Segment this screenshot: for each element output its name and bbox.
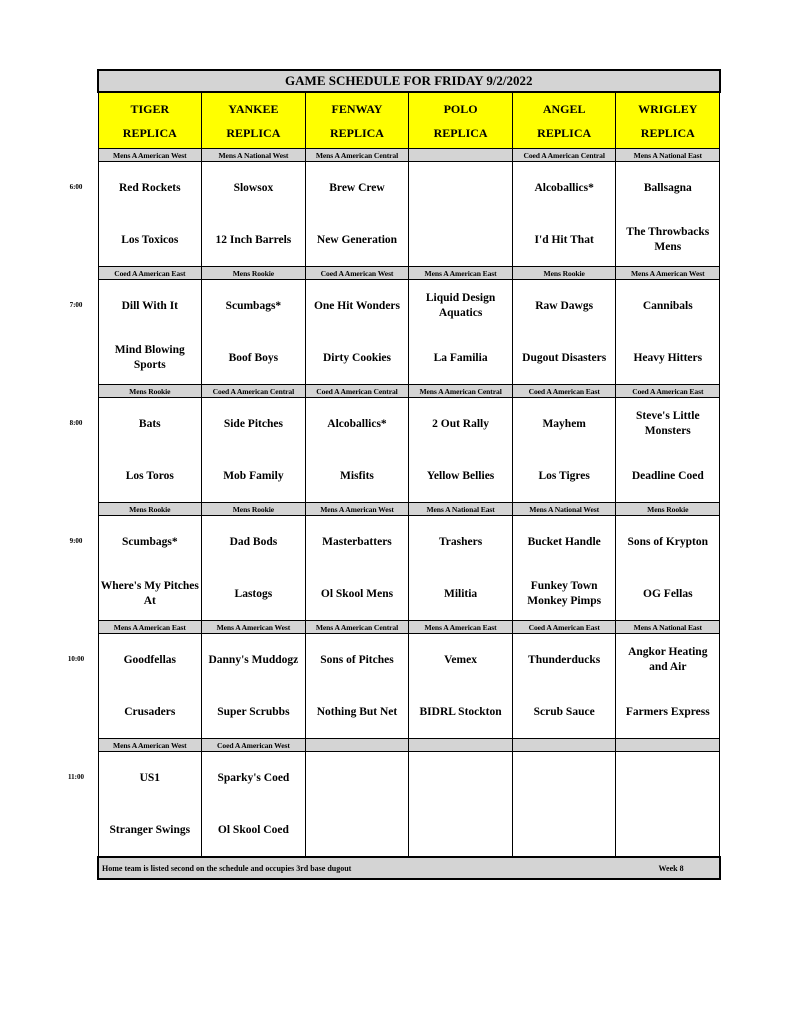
home-team: New Generation bbox=[305, 214, 409, 267]
division-label: Mens A American East bbox=[409, 267, 513, 280]
division-label: Coed A American Central bbox=[512, 149, 616, 162]
division-label: Coed A American East bbox=[512, 385, 616, 398]
division-label bbox=[409, 739, 513, 752]
home-team: Where's My Pitches At bbox=[98, 568, 202, 621]
away-team: Raw Dawgs bbox=[512, 280, 616, 333]
field-header-fenway bbox=[305, 92, 409, 149]
division-label: Coed A American West bbox=[305, 267, 409, 280]
home-team: Los Toros bbox=[98, 450, 202, 503]
division-label: Mens Rookie bbox=[202, 503, 306, 516]
division-label: Coed A American East bbox=[512, 621, 616, 634]
away-team: Steve's Little Monsters bbox=[616, 398, 720, 451]
away-team: Scumbags* bbox=[202, 280, 306, 333]
field-name: YANKEE bbox=[228, 101, 279, 116]
field-sub: REPLICA bbox=[329, 125, 384, 140]
away-team: Bats bbox=[98, 398, 202, 451]
division-label: Mens A American Central bbox=[305, 621, 409, 634]
footer-cell bbox=[98, 857, 720, 879]
division-label bbox=[305, 739, 409, 752]
division-label: Mens Rookie bbox=[616, 503, 720, 516]
home-team: Crusaders bbox=[98, 686, 202, 739]
home-team: Heavy Hitters bbox=[616, 332, 720, 385]
field-sub: REPLICA bbox=[537, 125, 592, 140]
game-row-home bbox=[98, 686, 720, 739]
division-label: Mens A American West bbox=[305, 503, 409, 516]
home-team bbox=[512, 804, 616, 857]
division-label: Mens Rookie bbox=[512, 267, 616, 280]
division-label: Mens Rookie bbox=[98, 503, 202, 516]
home-team bbox=[616, 804, 720, 857]
division-label: Mens A American East bbox=[409, 621, 513, 634]
home-team: Yellow Bellies bbox=[409, 450, 513, 503]
division-label: Mens A National West bbox=[202, 149, 306, 162]
field-name: POLO bbox=[443, 101, 478, 116]
game-row-away bbox=[98, 516, 720, 569]
away-team: Alcoballics* bbox=[512, 162, 616, 215]
time-label: 7:00 bbox=[69, 300, 83, 309]
away-team: Angkor Heating and Air bbox=[616, 634, 720, 687]
home-team: Militia bbox=[409, 568, 513, 621]
away-team bbox=[305, 752, 409, 805]
game-row-away bbox=[98, 162, 720, 215]
away-team bbox=[512, 752, 616, 805]
field-name: TIGER bbox=[130, 101, 170, 116]
division-label bbox=[512, 739, 616, 752]
away-team: Sparky's Coed bbox=[202, 752, 306, 805]
home-team: BIDRL Stockton bbox=[409, 686, 513, 739]
away-team: Brew Crew bbox=[305, 162, 409, 215]
division-label: Coed A American East bbox=[98, 267, 202, 280]
field-sub: REPLICA bbox=[640, 125, 695, 140]
home-team: Super Scrubbs bbox=[202, 686, 306, 739]
home-team: Dirty Cookies bbox=[305, 332, 409, 385]
division-label: Mens Rookie bbox=[202, 267, 306, 280]
away-team: 2 Out Rally bbox=[409, 398, 513, 451]
game-row-home bbox=[98, 214, 720, 267]
division-label: Mens A American West bbox=[98, 739, 202, 752]
division-label: Coed A American West bbox=[202, 739, 306, 752]
field-header-angel bbox=[512, 92, 616, 149]
home-team: OG Fellas bbox=[616, 568, 720, 621]
game-row-home bbox=[98, 804, 720, 857]
division-row bbox=[98, 385, 720, 398]
home-team: Los Toxicos bbox=[98, 214, 202, 267]
division-row bbox=[98, 739, 720, 752]
home-team bbox=[409, 214, 513, 267]
time-label: 8:00 bbox=[69, 418, 83, 427]
away-team: Goodfellas bbox=[98, 634, 202, 687]
game-row-away bbox=[98, 398, 720, 451]
game-row-home bbox=[98, 568, 720, 621]
away-team: Sons of Pitches bbox=[305, 634, 409, 687]
field-header-tiger bbox=[98, 92, 202, 149]
home-team: Los Tigres bbox=[512, 450, 616, 503]
division-row bbox=[98, 149, 720, 162]
away-team bbox=[616, 752, 720, 805]
home-team: I'd Hit That bbox=[512, 214, 616, 267]
division-label: Mens A National East bbox=[409, 503, 513, 516]
division-label: Mens A American East bbox=[98, 621, 202, 634]
away-team: US1 bbox=[98, 752, 202, 805]
division-row bbox=[98, 621, 720, 634]
home-team: The Throwbacks Mens bbox=[616, 214, 720, 267]
field-sub: REPLICA bbox=[226, 125, 281, 140]
away-team: Liquid Design Aquatics bbox=[409, 280, 513, 333]
field-header-polo bbox=[409, 92, 513, 149]
title-row bbox=[98, 70, 720, 92]
division-row bbox=[98, 503, 720, 516]
away-team: Side Pitches bbox=[202, 398, 306, 451]
division-label: Mens A American Central bbox=[305, 149, 409, 162]
away-team: Bucket Handle bbox=[512, 516, 616, 569]
away-team: Sons of Krypton bbox=[616, 516, 720, 569]
field-name: FENWAY bbox=[331, 101, 383, 116]
division-label: Mens A National East bbox=[616, 621, 720, 634]
field-sub: REPLICA bbox=[433, 125, 488, 140]
field-header-yankee bbox=[202, 92, 306, 149]
time-label: 6:00 bbox=[69, 182, 83, 191]
away-team: Scumbags* bbox=[98, 516, 202, 569]
home-team: La Familia bbox=[409, 332, 513, 385]
division-label: Coed A American Central bbox=[202, 385, 306, 398]
division-label: Mens A National East bbox=[616, 149, 720, 162]
field-header-wrigley bbox=[616, 92, 720, 149]
home-team bbox=[409, 804, 513, 857]
time-label: 10:00 bbox=[67, 654, 85, 663]
away-team: Vemex bbox=[409, 634, 513, 687]
schedule-title: GAME SCHEDULE FOR FRIDAY 9/2/2022 bbox=[98, 70, 720, 92]
home-team: Mind Blowing Sports bbox=[98, 332, 202, 385]
away-team: Danny's Muddogz bbox=[202, 634, 306, 687]
away-team: Dill With It bbox=[98, 280, 202, 333]
home-team bbox=[305, 804, 409, 857]
away-team: Masterbatters bbox=[305, 516, 409, 569]
away-team: Red Rockets bbox=[98, 162, 202, 215]
field-sub: REPLICA bbox=[122, 125, 177, 140]
footer-row bbox=[98, 857, 720, 879]
week-label: Week 8 bbox=[658, 863, 684, 873]
field-name: ANGEL bbox=[542, 101, 586, 116]
division-label: Mens A National West bbox=[512, 503, 616, 516]
home-team: Boof Boys bbox=[202, 332, 306, 385]
home-team: Ol Skool Mens bbox=[305, 568, 409, 621]
field-header-row bbox=[98, 92, 720, 149]
home-team: Mob Family bbox=[202, 450, 306, 503]
home-team: Dugout Disasters bbox=[512, 332, 616, 385]
away-team: Mayhem bbox=[512, 398, 616, 451]
division-label bbox=[616, 739, 720, 752]
home-team: Ol Skool Coed bbox=[202, 804, 306, 857]
field-name: WRIGLEY bbox=[638, 101, 698, 116]
home-team: Farmers Express bbox=[616, 686, 720, 739]
division-label: Mens A American West bbox=[98, 149, 202, 162]
home-team: Deadline Coed bbox=[616, 450, 720, 503]
home-team: Funkey Town Monkey Pimps bbox=[512, 568, 616, 621]
schedule-table bbox=[97, 69, 721, 880]
division-label bbox=[409, 149, 513, 162]
time-label: 9:00 bbox=[69, 536, 83, 545]
away-team: Cannibals bbox=[616, 280, 720, 333]
home-team: Nothing But Net bbox=[305, 686, 409, 739]
division-row bbox=[98, 267, 720, 280]
footer-note: Home team is listed second on the schedule and occupies 3rd base dugout bbox=[102, 863, 352, 873]
away-team: Trashers bbox=[409, 516, 513, 569]
division-label: Coed A American East bbox=[616, 385, 720, 398]
division-label: Mens A American West bbox=[616, 267, 720, 280]
home-team: Scrub Sauce bbox=[512, 686, 616, 739]
away-team: Ballsagna bbox=[616, 162, 720, 215]
division-label: Mens Rookie bbox=[98, 385, 202, 398]
home-team: 12 Inch Barrels bbox=[202, 214, 306, 267]
game-row-away bbox=[98, 634, 720, 687]
away-team: Alcoballics* bbox=[305, 398, 409, 451]
away-team bbox=[409, 162, 513, 215]
game-row-away bbox=[98, 752, 720, 805]
away-team: Thunderducks bbox=[512, 634, 616, 687]
division-label: Coed A American Central bbox=[305, 385, 409, 398]
home-team: Lastogs bbox=[202, 568, 306, 621]
away-team: One Hit Wonders bbox=[305, 280, 409, 333]
away-team bbox=[409, 752, 513, 805]
division-label: Mens A American Central bbox=[409, 385, 513, 398]
game-row-home bbox=[98, 450, 720, 503]
home-team: Stranger Swings bbox=[98, 804, 202, 857]
division-label: Mens A American West bbox=[202, 621, 306, 634]
home-team: Misfits bbox=[305, 450, 409, 503]
game-row-home bbox=[98, 332, 720, 385]
game-row-away bbox=[98, 280, 720, 333]
away-team: Dad Bods bbox=[202, 516, 306, 569]
away-team: Slowsox bbox=[202, 162, 306, 215]
time-label: 11:00 bbox=[68, 772, 84, 781]
